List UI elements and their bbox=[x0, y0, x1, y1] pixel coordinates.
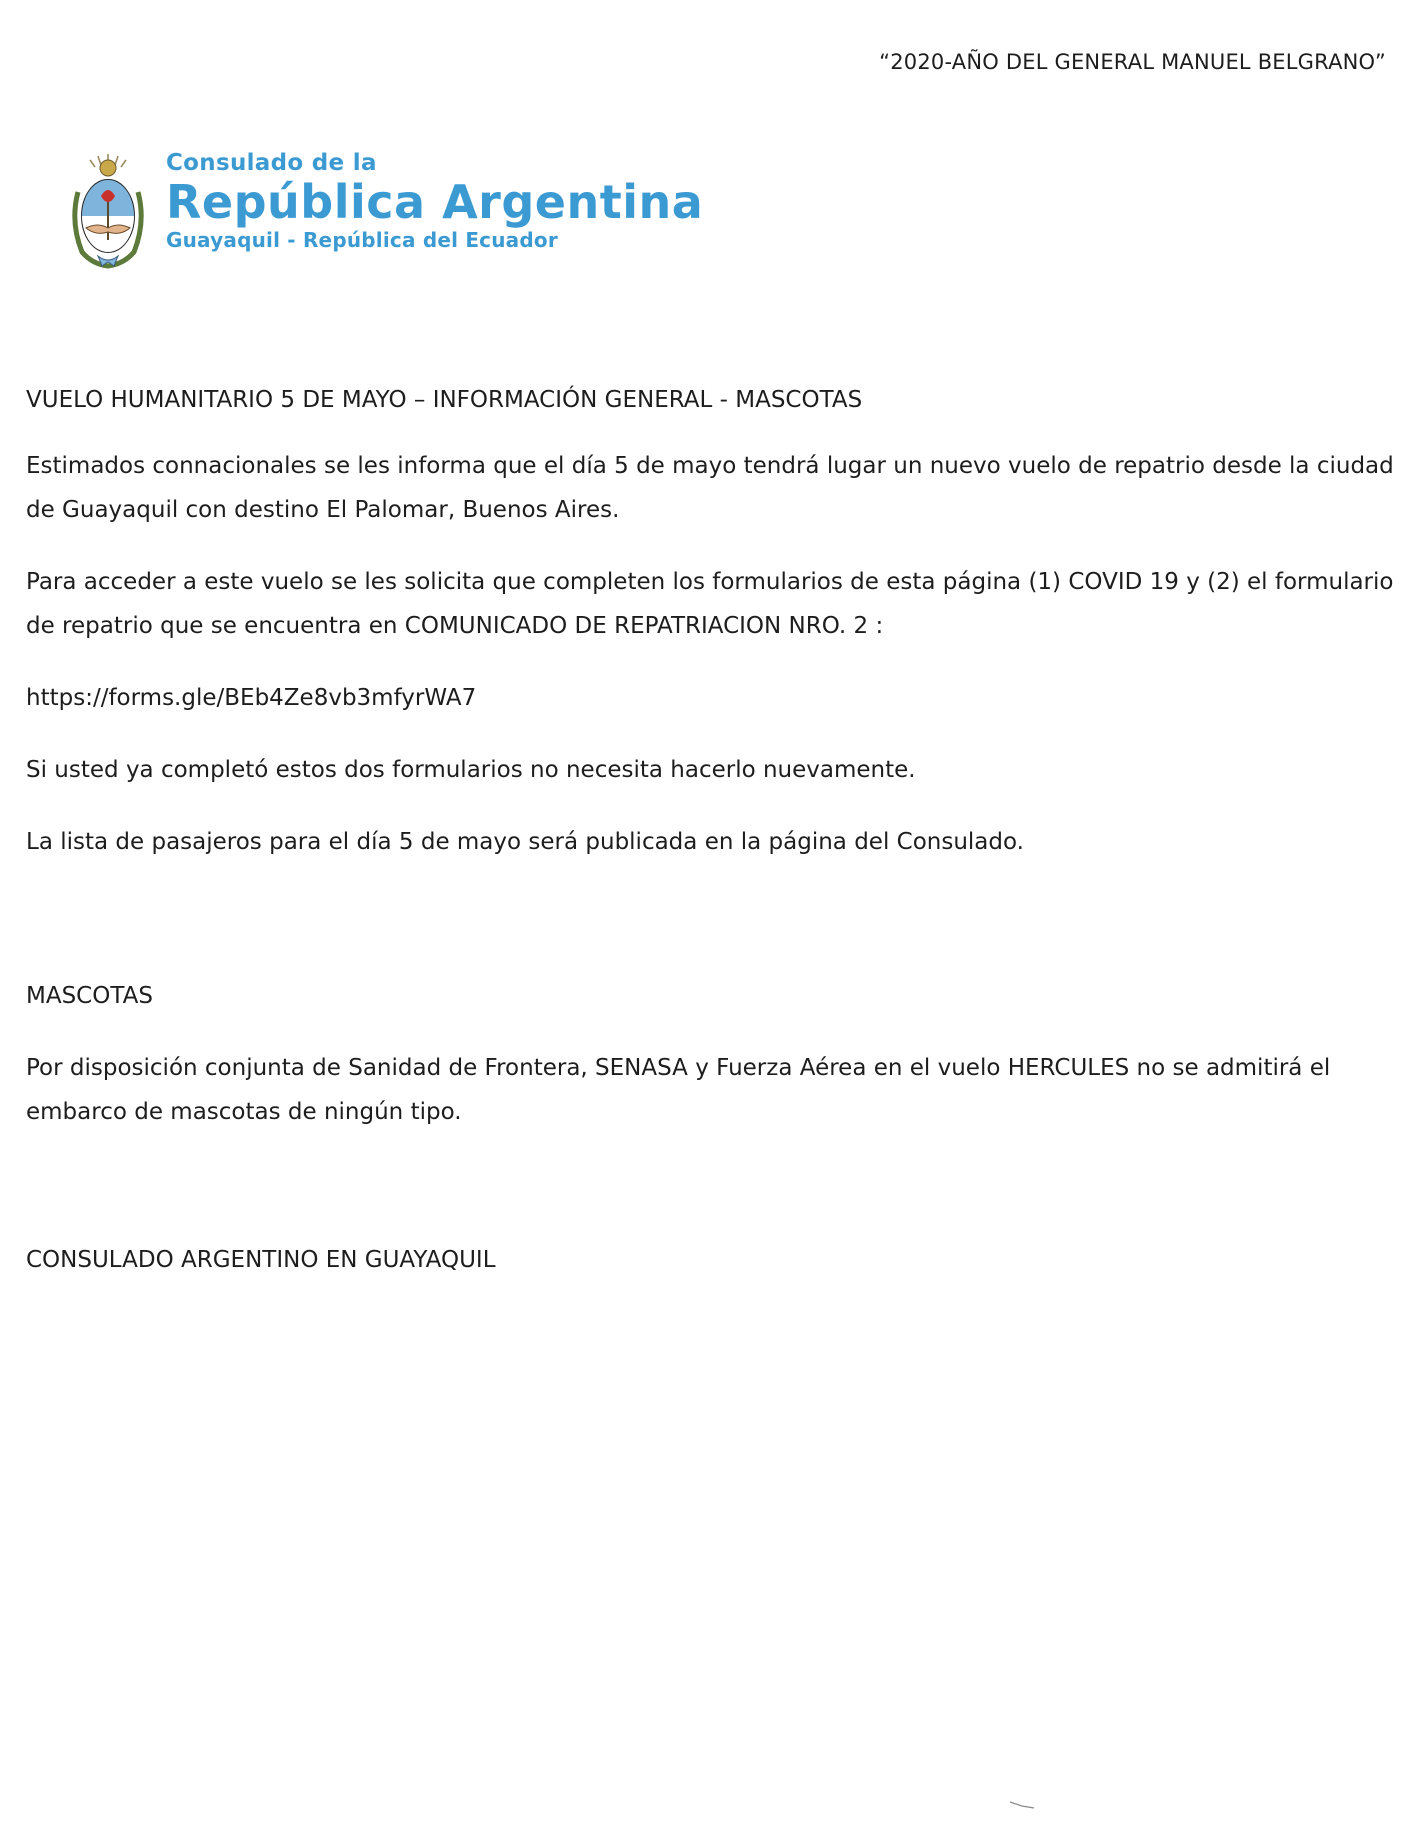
document-body bbox=[26, 378, 1396, 1282]
paragraph-pets: Por disposición conjunta de Sanidad de Frontera, SENASA y Fuerza Aérea en el vuelo HERCULES no se admitirá el embarco de mascotas de ningún tipo. bbox=[26, 1055, 1331, 1125]
logo-line-consulado: Consulado de la bbox=[166, 150, 377, 176]
document-heading: VUELO HUMANITARIO 5 DE MAYO – INFORMACIÓN GENERAL - MASCOTAS bbox=[26, 387, 863, 413]
logo-line-republica: República Argentina bbox=[166, 175, 704, 229]
motto-header: “2020-AÑO DEL GENERAL MANUEL BELGRANO” bbox=[879, 50, 1386, 74]
paragraph-passenger-list: La lista de pasajeros para el día 5 de mayo será publicada en la página del Consulado. bbox=[26, 829, 1024, 855]
logo-line-location: Guayaquil - República del Ecuador bbox=[166, 228, 558, 252]
paragraph-already-completed: Si usted ya completó estos dos formularios no necesita hacerlo nuevamente. bbox=[26, 757, 916, 783]
paragraph-forms: Para acceder a este vuelo se les solicita que completen los formularios de esta página (1) COVID 19 y (2) el formulario de repatrio que se encuentra en COMUNICADO DE REPATRIACION NRO. 2 : bbox=[26, 569, 1394, 639]
signature: CONSULADO ARGENTINO EN GUAYAQUIL bbox=[26, 1247, 496, 1273]
scan-speck-icon bbox=[1008, 1800, 1038, 1810]
logo-text bbox=[166, 150, 703, 252]
pets-heading: MASCOTAS bbox=[26, 983, 153, 1009]
argentine-coat-of-arms-icon bbox=[68, 152, 148, 270]
forms-link[interactable]: https://forms.gle/BEb4Ze8vb3mfyrWA7 bbox=[26, 685, 477, 711]
consulate-logo bbox=[68, 150, 768, 280]
paragraph-flight-info: Estimados connacionales se les informa que el día 5 de mayo tendrá lugar un nuevo vuelo de repatrio desde la ciudad de Guayaquil con destino El Palomar, Buenos Aires. bbox=[26, 453, 1394, 523]
